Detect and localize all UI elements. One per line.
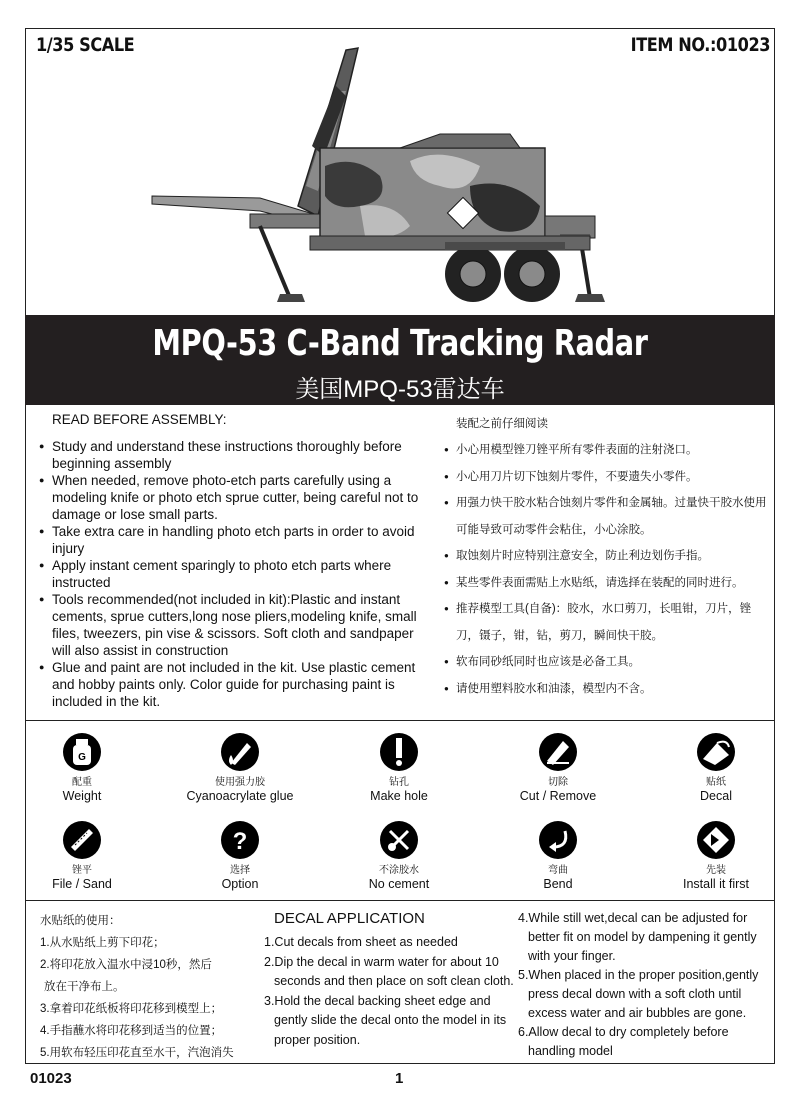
legend-label: Cyanoacrylate glue [186, 789, 294, 803]
list-item: ● 软布同砂纸同时也应该是必备工具。 [444, 649, 769, 676]
decal-line-cn: 3.拿着印花纸板将印花移到模型上； [40, 1003, 223, 1015]
product-title: MPQ-53 C-Band Tracking Radar [152, 323, 648, 364]
legend-file [22, 821, 142, 891]
list-item: ● 请使用塑料胶水和油漆，模型内不含。 [444, 676, 769, 703]
legend-glue [180, 733, 300, 803]
list-item: ● 推荐模型工具(自备)：胶水，水口剪刀，长咀钳，刀片，锉刀，镊子，钳，钻，剪刀，瞬间快干胶。 [444, 596, 769, 649]
decal-step: 3.Hold the decal backing sheet edge and gently slide the decal onto the model in its proper position. [264, 993, 507, 1047]
cut-icon [539, 733, 577, 771]
legend-label: File / Sand [52, 877, 112, 891]
read-before-list [40, 438, 435, 710]
item-number: ITEM NO.:01023 [630, 34, 770, 56]
decal-steps-right [518, 909, 768, 1061]
legend-label-cn: 不涂胶水 [379, 865, 419, 876]
decal-line-cn: 1.从水贴纸上剪下印花； [40, 937, 165, 949]
radar-vehicle-illustration [140, 36, 630, 314]
legend-install-first [656, 821, 776, 891]
decal-title-cn: 水贴纸的使用： [40, 915, 121, 927]
list-item: ● 小心用模型锉刀锉平所有零件表面的注射浇口。 [444, 437, 769, 464]
glue-icon [221, 733, 259, 771]
legend-label: Decal [700, 789, 732, 803]
legend-bend [498, 821, 618, 891]
legend-label: Cut / Remove [519, 789, 597, 803]
option-glyph: ? [232, 828, 248, 855]
list-item: ● 小心用刀片切下蚀刻片零件，不要遗失小零件。 [444, 464, 769, 491]
weight-icon [63, 733, 101, 771]
list-item: ● 用强力快干胶水粘合蚀刻片零件和金属轴。过量快干胶水使用可能导致可动零件会粘住，小心涂胶。 [444, 490, 769, 543]
decal-instructions-cn [40, 910, 234, 1064]
install-first-icon [697, 821, 735, 859]
legend-cut [498, 733, 618, 803]
legend-label-cn: 配重 [72, 777, 92, 788]
list-item: ● Glue and paint are not included in the kit. Use plastic cement and hobby paints only. Color guide for purchasing paint is included in the kit. [40, 659, 435, 710]
read-before-title: READ BEFORE ASSEMBLY: [52, 412, 227, 427]
legend-label-cn: 切除 [548, 777, 568, 788]
legend-label-cn: 钻孔 [389, 777, 409, 788]
product-subtitle: 美国MPQ-53雷达车 [295, 376, 505, 403]
legend-label: Install it first [683, 877, 749, 891]
legend-option [180, 821, 300, 891]
legend-label: Make hole [370, 789, 428, 803]
no-cement-icon [380, 821, 418, 859]
decal-step: 4.While still wet,decal can be adjusted for better fit on model by dampening it gently with your finger. [518, 911, 757, 963]
decal-application-title: DECAL APPLICATION [274, 910, 425, 927]
bend-icon [539, 821, 577, 859]
decal-line-cn: 放在干净布上。 [44, 981, 125, 993]
weight-glyph: G [78, 752, 86, 763]
footer-item-code: 01023 [30, 1070, 72, 1087]
legend-label: Weight [62, 789, 102, 803]
legend-decal [656, 733, 776, 803]
decal-steps-left [264, 933, 514, 1050]
legend-label-cn: 先装 [706, 865, 726, 876]
drill-icon [380, 733, 418, 771]
decal-line-cn: 2.将印花放入温水中浸10秒，然后 [40, 959, 212, 971]
decal-line-cn: 5.用软布轻压印花直至水干，汽泡消失 [40, 1047, 234, 1059]
page-number: 1 [395, 1070, 404, 1087]
list-item: ● 某些零件表面需贴上水贴纸，请选择在装配的同时进行。 [444, 570, 769, 597]
legend-label-cn: 使用强力胶 [215, 777, 265, 788]
list-item: ● When needed, remove photo-etch parts carefully using a modeling knife or photo etch sprue cutter, being careful not to damage or lose small parts. [40, 472, 435, 523]
decal-step: 6.Allow decal to dry completely before handling model [518, 1025, 729, 1058]
list-item: ● Apply instant cement sparingly to photo etch parts where instructed [40, 557, 435, 591]
scale-label: 1/35 SCALE [36, 34, 135, 56]
list-item: ● 取蚀刻片时应特别注意安全，防止利边划伤手指。 [444, 543, 769, 570]
decal-step: 5.When placed in the proper position,gently press decal down with a soft cloth until excess water and air bubbles are gone. [518, 968, 759, 1020]
legend-label: No cement [368, 877, 430, 891]
decal-step: 1.Cut decals from sheet as needed [264, 935, 458, 949]
list-item: ● Take extra care in handling photo etch parts in order to avoid injury [40, 523, 435, 557]
legend-label-cn: 选择 [230, 865, 250, 876]
legend-no-cement [339, 821, 459, 891]
legend-label: Bend [543, 877, 573, 891]
read-before-title-cn: 装配之前仔细阅读 [456, 418, 548, 430]
legend-label: Option [221, 877, 259, 891]
list-item: ● Study and understand these instructions thoroughly before beginning assembly [40, 438, 435, 472]
read-before-list-cn [444, 437, 769, 702]
legend-label-cn: 贴纸 [706, 777, 726, 788]
legend-drill [339, 733, 459, 803]
option-icon [221, 821, 259, 859]
legend-weight [22, 733, 142, 803]
decal-icon [697, 733, 735, 771]
decal-step: 2.Dip the decal in warm water for about 10 seconds and then place on soft clean cloth. [264, 954, 514, 988]
legend-label-cn: 弯曲 [548, 865, 568, 876]
decal-line-cn: 4.手指蘸水将印花移到适当的位置； [40, 1025, 223, 1037]
legend-label-cn: 锉平 [72, 865, 92, 876]
list-item: ● Tools recommended(not included in kit):Plastic and instant cements, sprue cutters,long nose pliers,modeling knife, small files, tweezers, pin vise & scissors. Soft cloth and sandpaper will also assist in construction [40, 591, 435, 659]
title-banner [25, 315, 775, 405]
file-icon [63, 821, 101, 859]
